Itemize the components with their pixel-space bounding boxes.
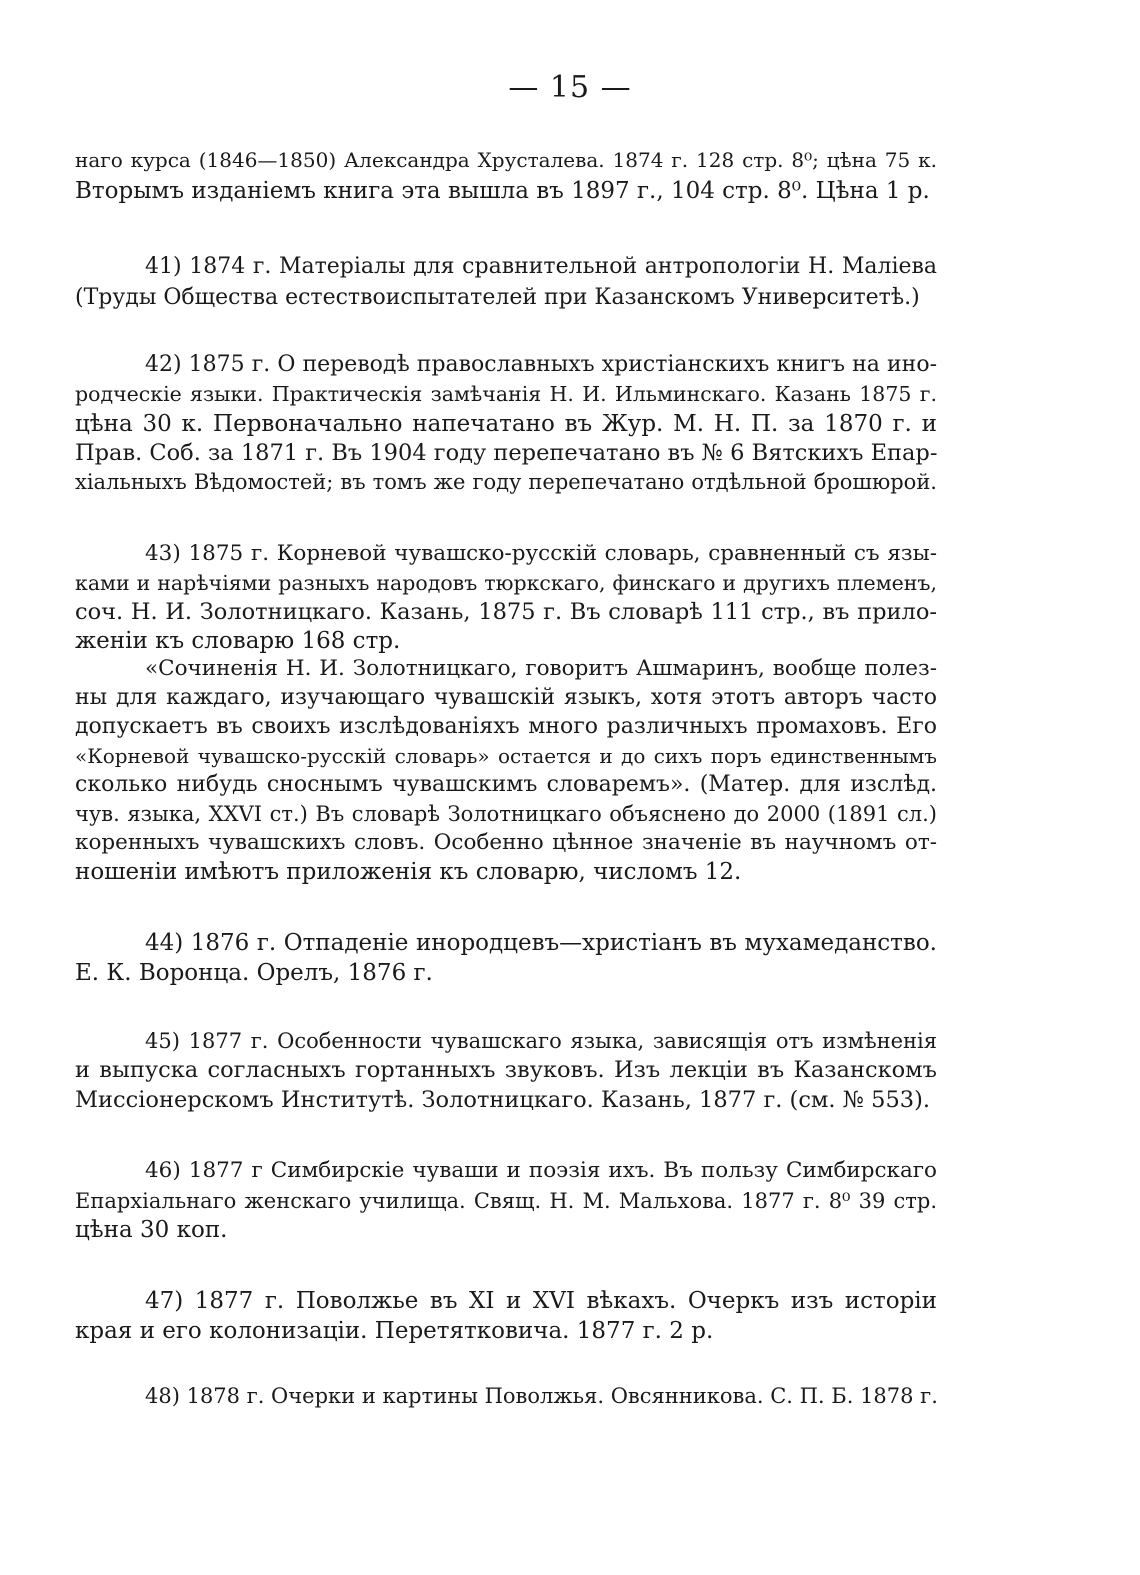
entry-42-line-2: родческіе языки. Практическія замѣчанія Н. И. Ильминскаго. Казань 1875 г. xyxy=(75,382,937,406)
entry-46-line-3: цѣна 30 коп. xyxy=(75,1217,228,1243)
entry-43-line-2: ками и нарѣчіями разныхъ народовъ тюркскаго, финскаго и другихъ племенъ, xyxy=(75,571,937,595)
entry-45-line-1: 45) 1877 г. Особенности чувашскаго языка, зависящія отъ измѣненія xyxy=(145,1029,937,1053)
entry-43-quote-line-1: «Сочиненія Н. И. Золотницкаго, говоритъ Ашмаринъ, вообще полез- xyxy=(145,656,937,681)
entry-43-quote-line-8: ношеніи имѣютъ приложенія къ словарю, числомъ 12. xyxy=(75,859,742,885)
entry-40-line-2: Вторымъ изданіемъ книга эта вышла въ 1897 г., 104 стр. 8⁰. Цѣна 1 р. xyxy=(75,178,930,204)
entry-43-line-3: соч. Н. И. Золотницкаго. Казань, 1875 г. Въ словарѣ 111 стр., въ прило- xyxy=(75,599,937,625)
entry-42-line-3: цѣна 30 к. Первоначально напечатано въ Жур. М. Н. П. за 1870 г. и xyxy=(75,411,937,437)
entry-43-quote-line-5: сколько нибудь сноснымъ чувашскимъ словаремъ». (Матер. для изслѣд. xyxy=(75,772,937,797)
entry-48-line-1: 48) 1878 г. Очерки и картины Поволжья. Овсянникова. С. П. Б. 1878 г. xyxy=(145,1384,938,1408)
entry-43-quote-line-6: чув. языка, XXVI ст.) Въ словарѣ Золотницкаго объяснено до 2000 (1891 сл.) xyxy=(75,802,937,826)
entry-43-quote-line-4: «Корневой чувашско-русскій словарь» остается и до сихъ поръ единственнымъ xyxy=(75,744,937,768)
entry-46-line-1: 46) 1877 г Симбирскіе чуваши и поэзія ихъ. Въ пользу Симбирскаго xyxy=(145,1158,937,1183)
entry-45-line-2: и выпуска согласныхъ гортанныхъ звуковъ. Изъ лекціи въ Казанскомъ xyxy=(75,1057,937,1083)
entry-45-line-3: Миссіонерскомъ Институтѣ. Золотницкаго. Казань, 1877 г. (см. № 553). xyxy=(75,1087,931,1113)
entry-44-line-2: Е. К. Воронца. Орелъ, 1876 г. xyxy=(75,960,433,986)
entry-43-line-4: женіи къ словарю 168 стр. xyxy=(75,628,401,654)
entry-42-line-4: Прав. Соб. за 1871 г. Въ 1904 году перепечатано въ № 6 Вятскихъ Епар- xyxy=(75,440,938,466)
entry-42-line-1: 42) 1875 г. О переводѣ православныхъ христіанскихъ книгъ на ино- xyxy=(145,352,937,377)
entry-47-line-1: 47) 1877 г. Поволжье въ XI и XVI вѣкахъ. Очеркъ изъ исторіи xyxy=(145,1288,937,1314)
entry-44-line-1: 44) 1876 г. Отпаденіе инородцевъ—христіанъ въ мухамеданство. xyxy=(145,930,937,956)
entry-43-quote-line-2: ны для каждаго, изучающаго чувашскій языкъ, хотя этотъ авторъ часто xyxy=(75,685,937,710)
page-number: — 15 — xyxy=(508,70,632,105)
entry-42-line-5: хіальныхъ Вѣдомостей; въ томъ же году перепечатано отдѣльной брошюрой. xyxy=(75,470,937,494)
entry-41-line-1: 41) 1874 г. Матеріалы для сравнительной антропологіи Н. Маліева xyxy=(145,254,937,279)
entry-43-line-1: 43) 1875 г. Корневой чувашско-русскій словарь, сравненный съ язы- xyxy=(145,541,937,566)
entry-43-quote-line-7: коренныхъ чувашскихъ словъ. Особенно цѣнное значеніе въ научномъ от- xyxy=(75,830,937,855)
entry-47-line-2: края и его колонизаціи. Перетятковича. 1877 г. 2 р. xyxy=(75,1318,714,1344)
entry-40-line-1: наго курса (1846—1850) Александра Хрусталева. 1874 г. 128 стр. 8⁰; цѣна 75 к. xyxy=(75,148,937,172)
entry-46-line-2: Епархіальнаго женскаго училища. Свящ. Н. М. Мальхова. 1877 г. 8⁰ 39 стр. xyxy=(75,1189,937,1213)
entry-41-line-2: (Труды Общества естествоиспытателей при Казанскомъ Университетѣ.) xyxy=(75,285,920,310)
entry-43-quote-line-3: допускаетъ въ своихъ изслѣдованіяхъ много различныхъ промаховъ. Его xyxy=(75,714,937,739)
